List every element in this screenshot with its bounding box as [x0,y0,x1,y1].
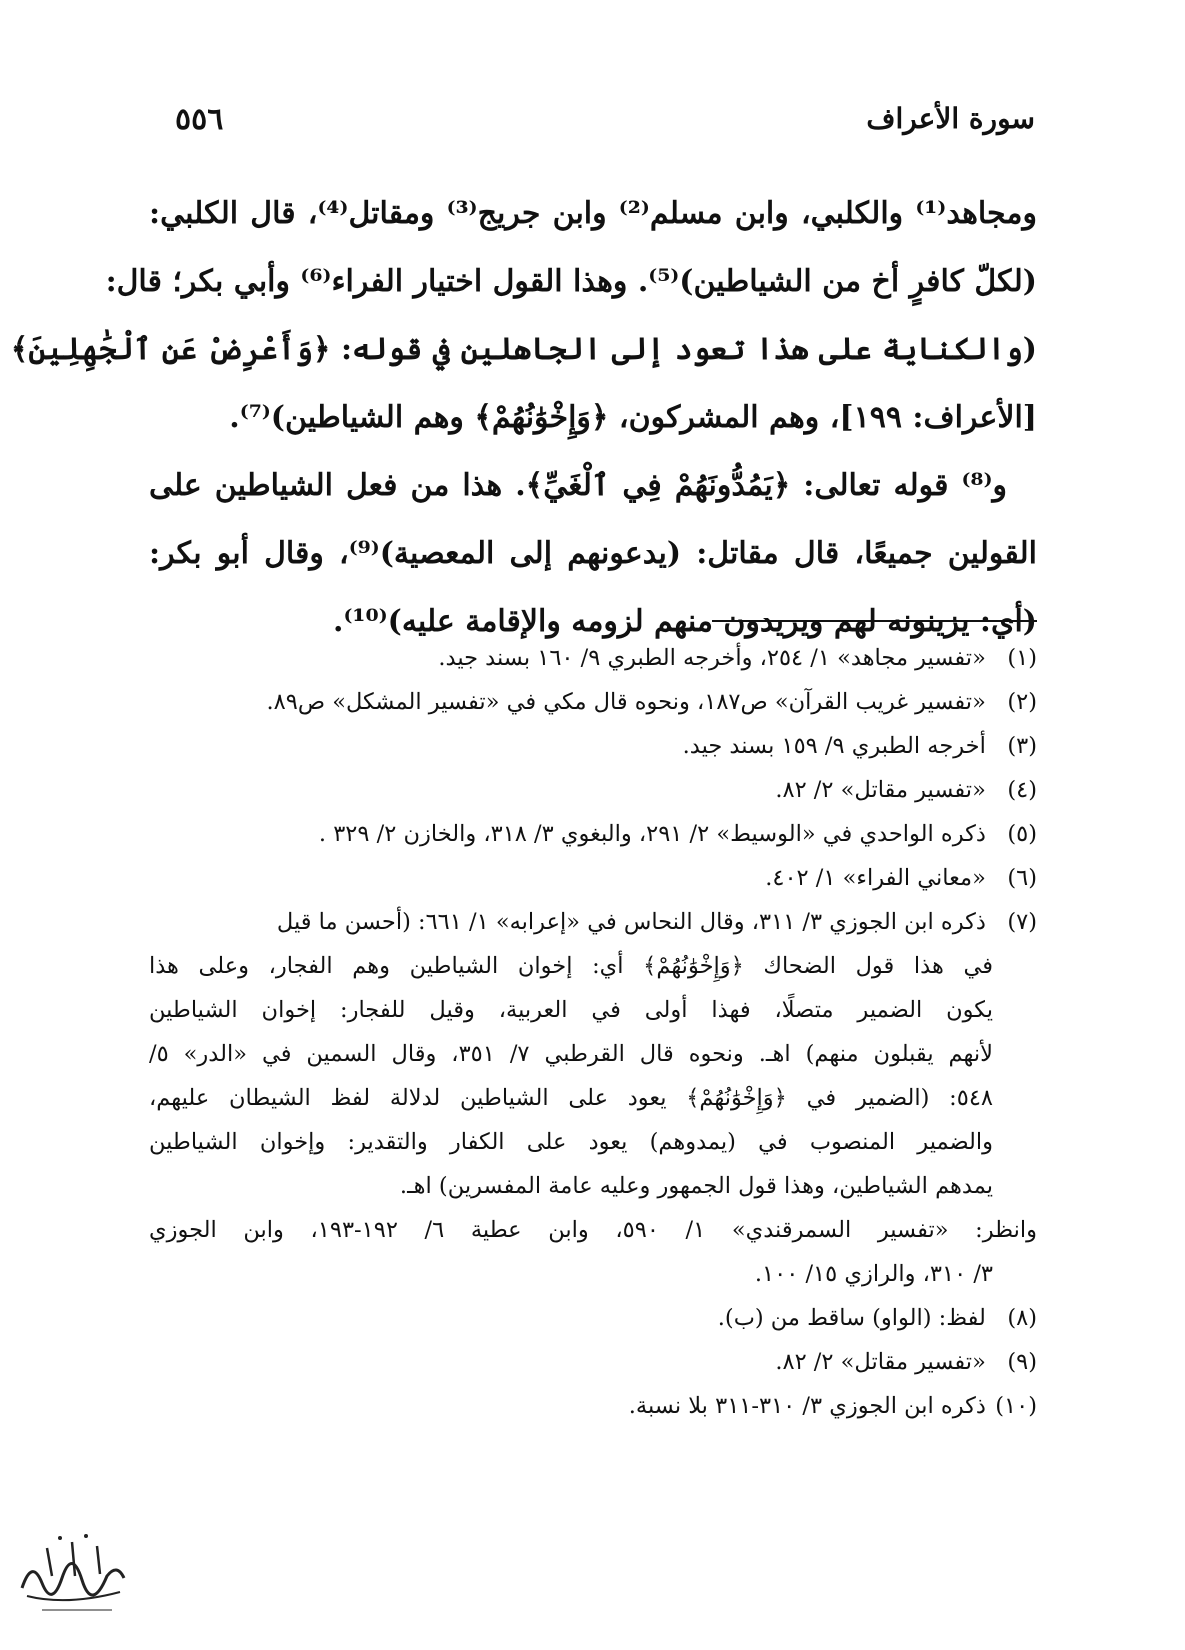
footnote-5 [149,812,1037,856]
main-text-line: القولين جميعًا، قال مقاتل: (يدعونهم إلى المعصية)⁽⁹⁾، وقال أبو بكر: [149,536,1037,571]
footnote-1 [149,636,1037,680]
footnote-text: ذكره ابن الجوزي ٣/ ٣١٠-٣١١ بلا نسبة. [628,1393,986,1419]
footnote-7-line: لأنهم يقبلون منهم) اهـ. ونحوه قال القرطبي ٧/ ٣٥١، وقال السمين في «الدر» ٥/ [149,1041,993,1067]
main-text-line: (والكناية على هذا تعود إلى الجاهلين في قوله: ﴿وَأَعْرِضْ عَنِ ٱلْجَٰهِلِينَ﴾ [10,332,1037,367]
footnote-number: (٩) [1007,1349,1037,1375]
calligraphy-logo-icon [12,1518,132,1618]
main-text-line: [الأعراف: ١٩٩]، وهم المشركون، ﴿وَإِخْوَٰنُهُمْ﴾ وهم الشياطين)⁽⁷⁾. [229,400,1037,435]
footnote-7-line: يكون الضمير متصلًا، فهذا أولى في العربية، وقيل للفجار: إخوان الشياطين [149,997,993,1023]
footnote-text: ذكره الواحدي في «الوسيط» ٢/ ٢٩١، والبغوي ٣/ ٣١٨، والخازن ٢/ ٣٢٩ . [318,821,986,847]
footnote-7-line: والضمير المنصوب في (يمدوهم) يعود على الكفار والتقدير: وإخوان الشياطين [149,1129,993,1155]
footnote-7-line: ٥٤٨: (الضمير في ﴿وَإِخْوَٰنُهُمْ﴾ يعود على الشياطين لدلالة لفظ الشيطان عليهم، [149,1085,993,1111]
footnote-divider [712,620,1037,622]
footnote-6 [149,856,1037,900]
footnote-7-see-also: وانظر: «تفسير السمرقندي» ١/ ٥٩٠، وابن عطية ٦/ ١٩٢-١٩٣، وابن الجوزي [149,1217,1037,1243]
main-text-line: (لكلّ كافرٍ أخ من الشياطين)⁽⁵⁾. وهذا القول اختيار الفراء⁽⁶⁾ وأبي بكر؛ قال: [105,264,1037,299]
footnote-number: (٧) [1007,909,1037,935]
footnote-10 [149,1384,1037,1428]
footnote-2 [149,680,1037,724]
footnote-text: أخرجه الطبري ٩/ ١٥٩ بسند جيد. [682,733,986,759]
publisher-logo [12,1518,132,1618]
footnote-number: (١٠) [995,1393,1037,1419]
main-text [10,180,1037,656]
footnote-text: «تفسير مقاتل» ٢/ ٨٢. [775,1349,986,1375]
page-header [175,98,1035,148]
footnote-7-line: يمدهم الشياطين، وهذا قول الجمهور وعليه عامة المفسرين) اهـ. [399,1173,993,1199]
footnote-number: (٢) [1007,689,1037,715]
page-title: سورة الأعراف [866,102,1035,135]
footnote-7 [149,900,1037,944]
footnote-8 [149,1296,1037,1340]
footnote-text: «تفسير مقاتل» ٢/ ٨٢. [775,777,986,803]
main-text-line: (أي: يزينونه لهم ويريدون منهم لزومه والإقامة عليه)⁽¹⁰⁾. [333,604,1037,639]
footnote-number: (٦) [1007,865,1037,891]
footnotes [149,636,1037,1428]
footnote-text: ذكره ابن الجوزي ٣/ ٣١١، وقال النحاس في «إعرابه» ١/ ٦٦١: (أحسن ما قيل [276,909,986,935]
footnote-7-see-also: ٣/ ٣١٠، والرازي ١٥/ ١٠٠. [754,1261,993,1287]
footnote-text: «تفسير مجاهد» ١/ ٢٥٤، وأخرجه الطبري ٩/ ١٦٠ بسند جيد. [438,645,986,671]
footnote-number: (٣) [1007,733,1037,759]
footnote-text: لفظ: (الواو) ساقط من (ب). [717,1305,986,1331]
footnote-number: (١) [1007,645,1037,671]
footnote-number: (٥) [1007,821,1037,847]
footnote-3 [149,724,1037,768]
footnote-number: (٨) [1007,1305,1037,1331]
footnote-number: (٤) [1007,777,1037,803]
footnote-9 [149,1340,1037,1384]
footnote-text: «تفسير غريب القرآن» ص١٨٧، ونحوه قال مكي في «تفسير المشكل» ص٨٩. [266,689,986,715]
main-text-line: و⁽⁸⁾ قوله تعالى: ﴿يَمُدُّونَهُمْ فِي ٱلْغَيِّ﴾. هذا من فعل الشياطين على [149,468,1007,503]
footnote-7-line: في هذا قول الضحاك ﴿وَإِخْوَٰنُهُمْ﴾ أي: إخوان الشياطين وهم الفجار، وعلى هذا [149,953,993,979]
main-text-line: ومجاهد⁽¹⁾ والكلبي، وابن مسلم⁽²⁾ وابن جريج⁽³⁾ ومقاتل⁽⁴⁾، قال الكلبي: [149,196,1037,231]
footnote-text: «معاني الفراء» ١/ ٤٠٢. [765,865,986,891]
page-number: ٥٥٦ [175,102,224,137]
footnote-4 [149,768,1037,812]
